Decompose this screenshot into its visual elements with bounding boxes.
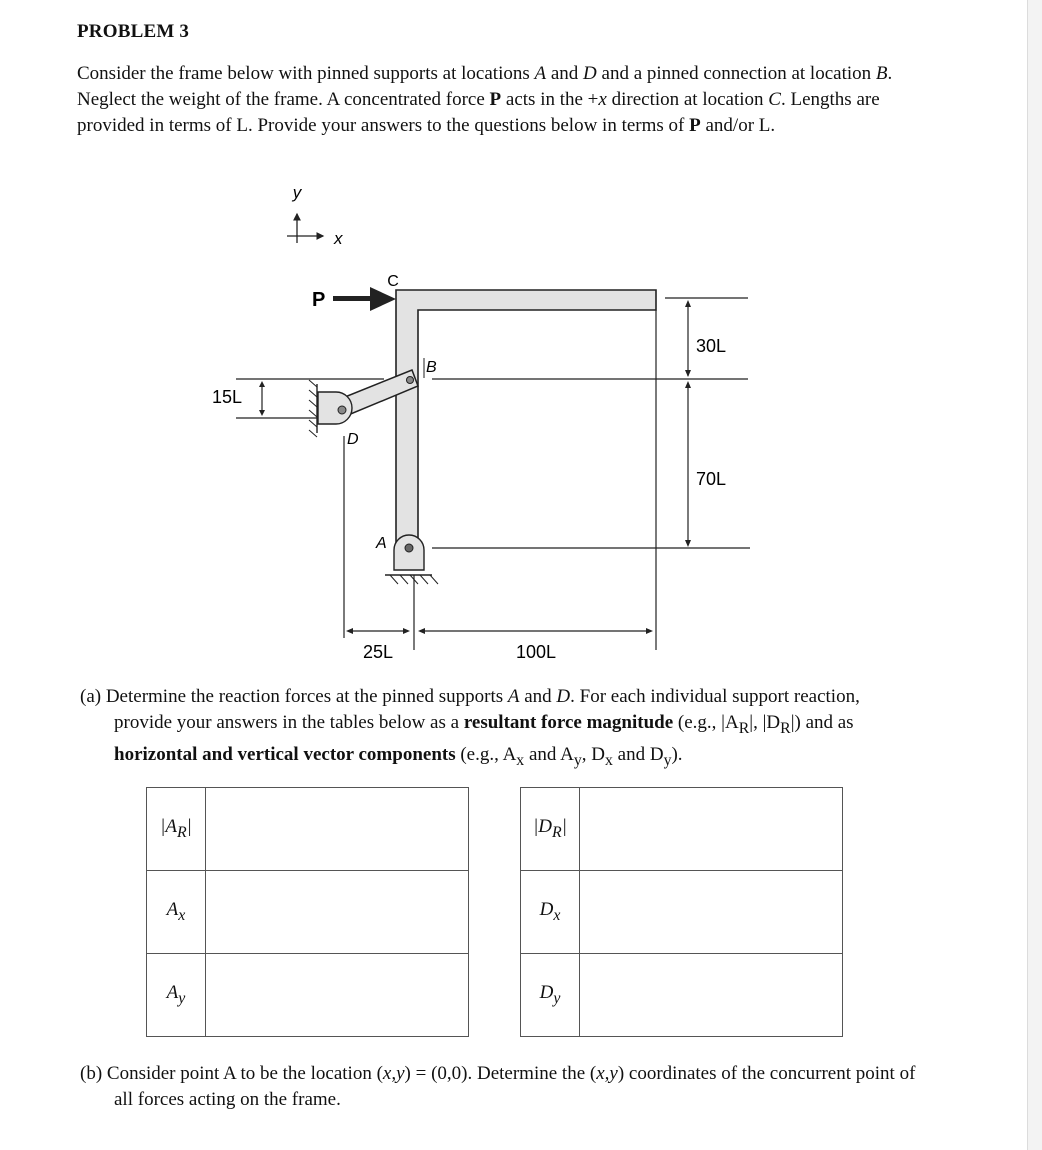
answer-field-ar[interactable] xyxy=(206,788,469,871)
dim-30l-label: 30L xyxy=(696,336,727,356)
dimension-lines xyxy=(236,298,750,650)
answer-table-d xyxy=(520,787,843,1037)
point-a-label: A xyxy=(376,535,387,552)
dim-25l-label: 25L xyxy=(363,642,394,662)
label-dx: $D_x$ xyxy=(521,871,580,954)
part-a-text: (a) Determine the reaction forces at the pinned supports A and D. For each individual support reaction, provide your answers in the tables below as a resultant force magnitude (e.g., $|A_R|$, $|D_R|$) and as horizontal and vertical vector components (e.g., $A_x$ and $A_y$, $D_x$ and $D_y$). xyxy=(80,686,860,769)
force-p-label: P xyxy=(312,289,326,311)
dim-70l-label: 70L xyxy=(696,469,727,489)
answer-field-dy[interactable] xyxy=(580,954,843,1037)
label-dy: $D_y$ xyxy=(521,954,580,1037)
label-ay: $A_y$ xyxy=(147,954,206,1037)
table-row xyxy=(521,871,843,954)
pin-b-icon xyxy=(407,377,414,384)
force-p-arrow-icon xyxy=(333,287,396,311)
point-d-label: D xyxy=(347,431,359,448)
problem-statement: Consider the frame below with pinned supports at locations A and D and a pinned connection at location B. Neglect the weight of the frame. A concentrated force P acts in the +x direction at location C. Lengths are provided in terms of L. Provide your answers to the questions below in terms of P and/or L. xyxy=(77,63,893,136)
problem-title: PROBLEM 3 xyxy=(77,21,190,42)
answer-field-ax[interactable] xyxy=(206,871,469,954)
answer-table-a xyxy=(146,787,469,1037)
table-row xyxy=(147,871,469,954)
support-d-icon xyxy=(309,380,352,437)
label-ar: $|A_R|$ xyxy=(147,788,206,871)
axis-y-label: y xyxy=(292,183,302,202)
answer-field-dx[interactable] xyxy=(580,871,843,954)
dimension-arrowheads xyxy=(259,300,691,634)
dim-100l-label: 100L xyxy=(516,642,557,662)
table-row xyxy=(521,954,843,1037)
axis-x-label: x xyxy=(334,229,343,248)
label-ax: $A_x$ xyxy=(147,871,206,954)
support-a-icon xyxy=(385,535,438,584)
part-b-text: (b) Consider point A to be the location (x,y) = (0,0). Determine the (x,y) coordinates of the concurrent point of all forces acting on the frame. xyxy=(80,1063,916,1110)
table-row xyxy=(521,788,843,871)
table-row xyxy=(147,788,469,871)
answer-field-ay[interactable] xyxy=(206,954,469,1037)
table-row xyxy=(147,954,469,1037)
label-dr: $|D_R|$ xyxy=(521,788,580,871)
point-c-label: C xyxy=(387,273,399,290)
answer-field-dr[interactable] xyxy=(580,788,843,871)
frame-member-abc xyxy=(396,290,656,560)
dim-15l-label: 15L xyxy=(212,387,243,407)
point-b-label: B xyxy=(426,359,437,376)
axes-icon xyxy=(287,183,343,248)
